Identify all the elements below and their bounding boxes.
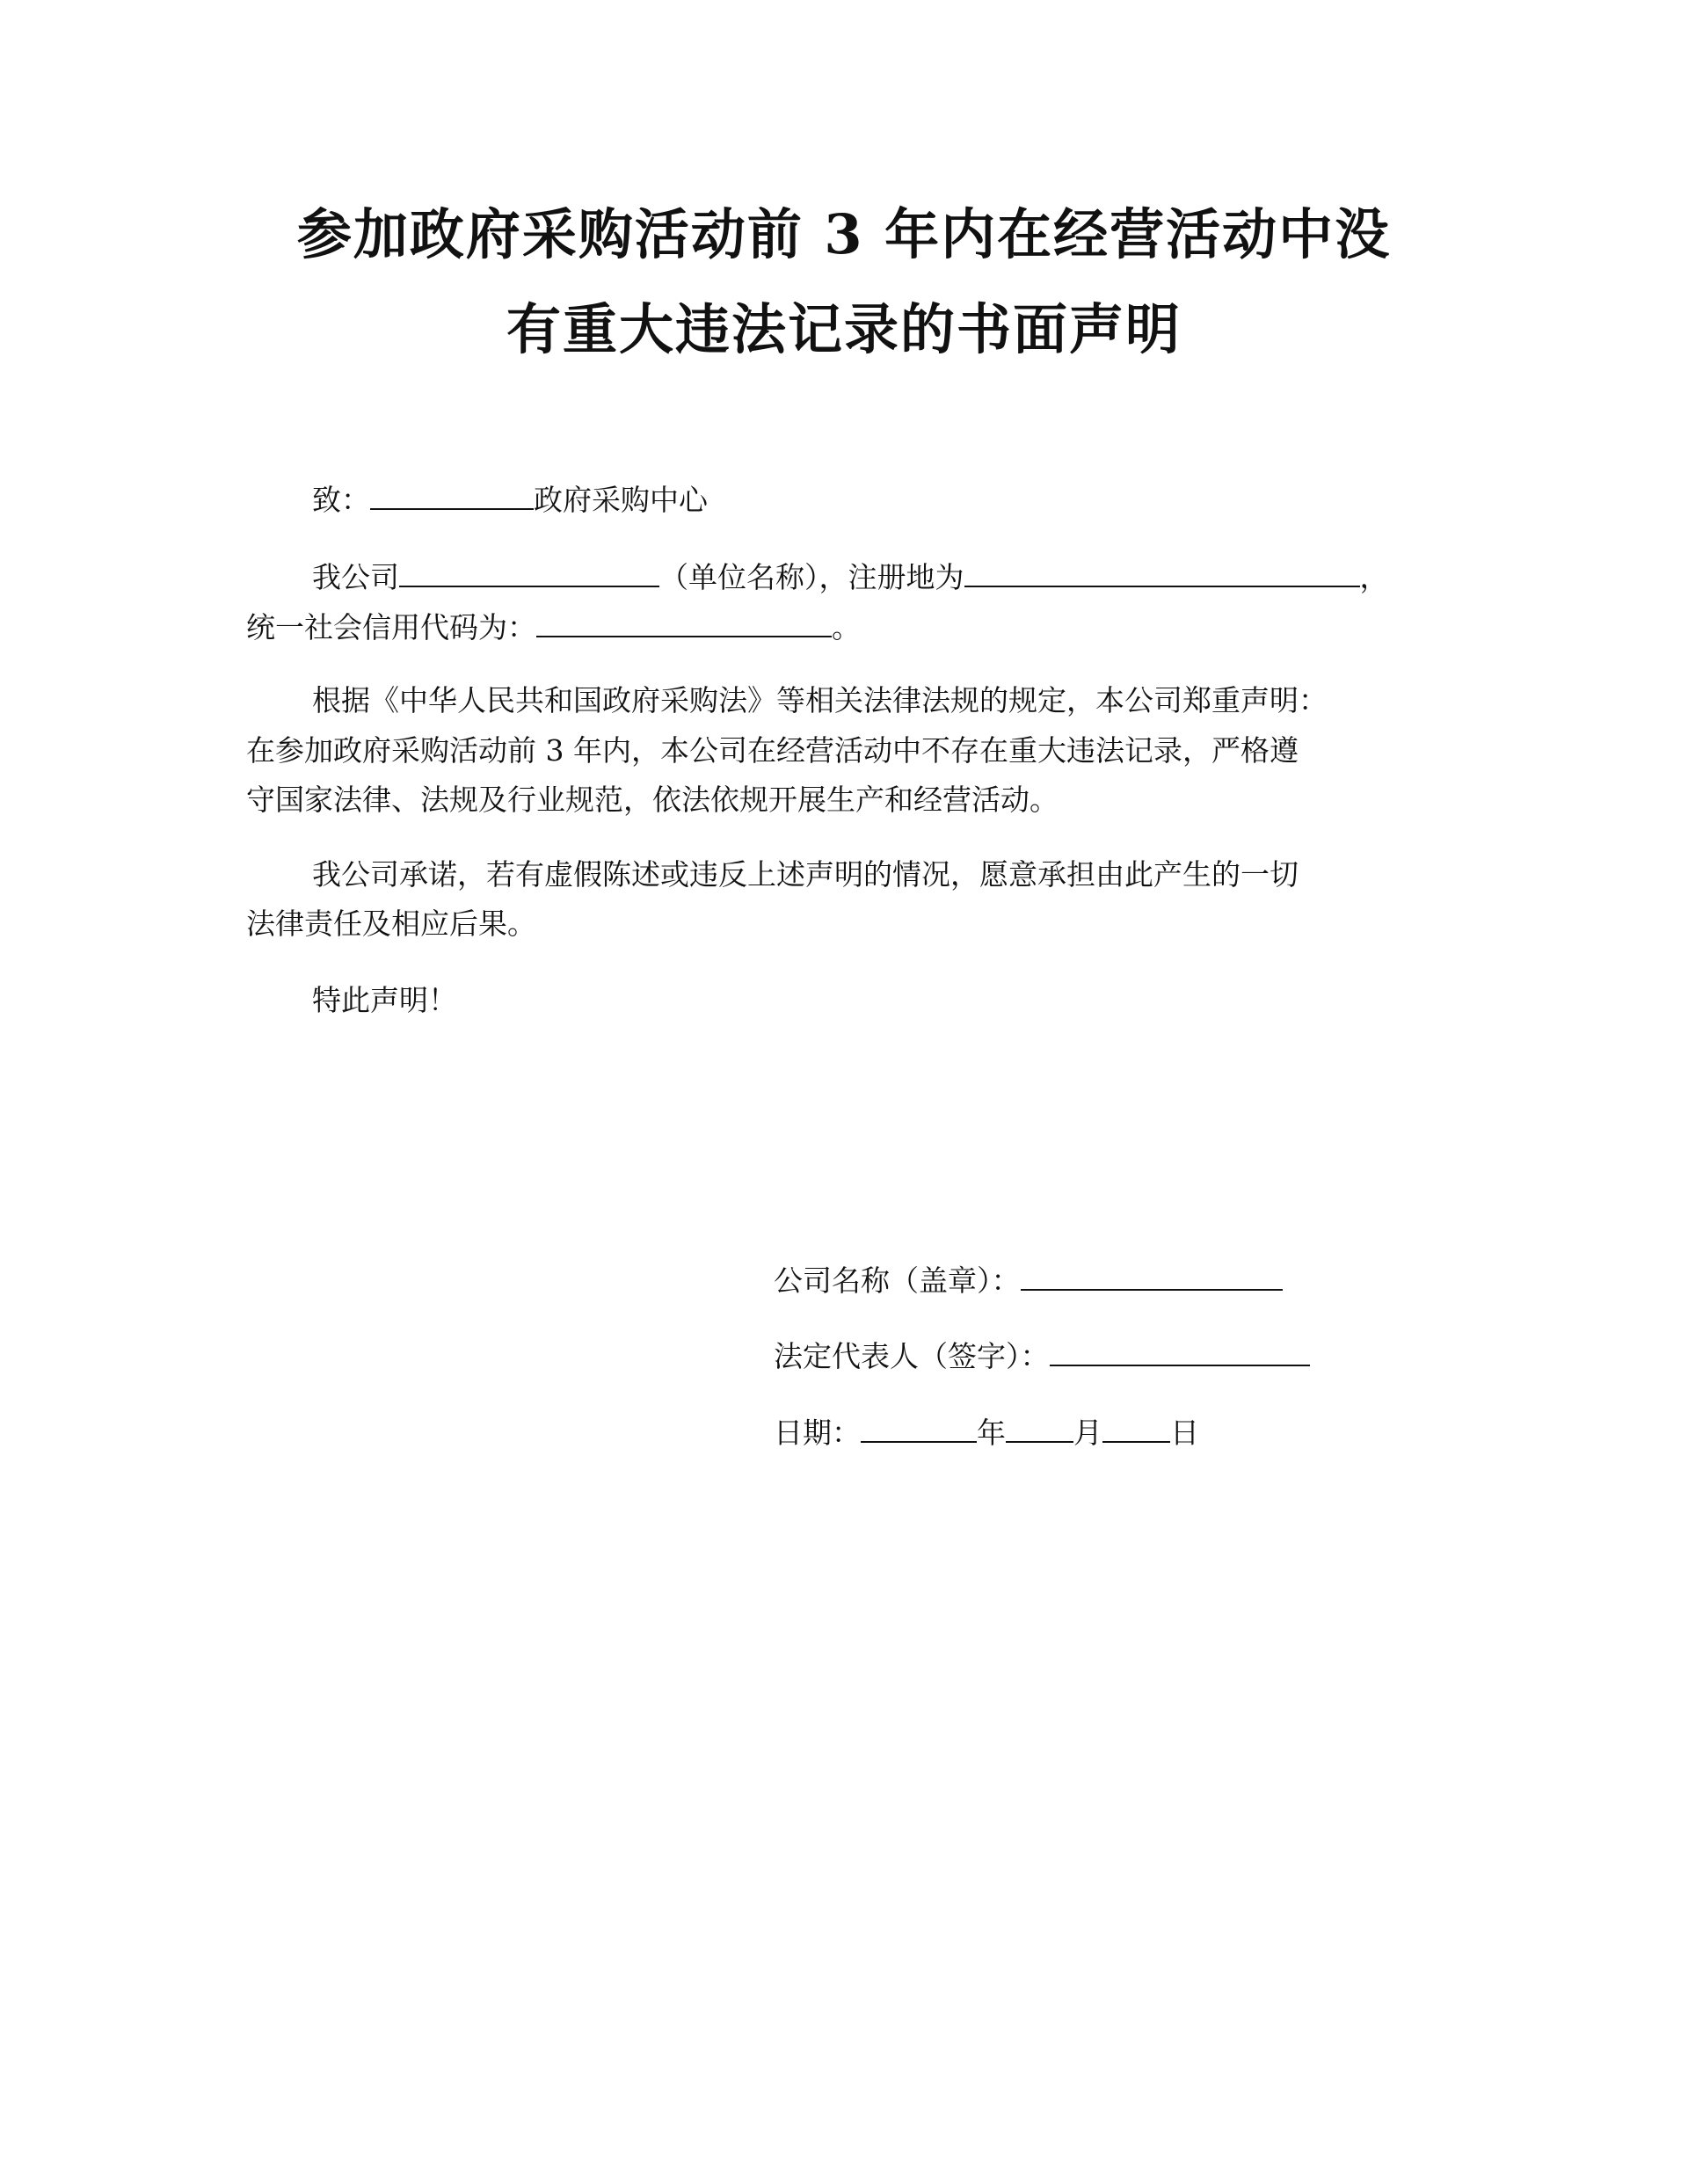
registered-address-blank[interactable] — [964, 559, 1360, 587]
document-title-line-2: 有重大违法记录的书面声明 — [506, 297, 1182, 361]
month-label: 月 — [1073, 1416, 1102, 1450]
trailing-comma: ， — [1359, 560, 1389, 594]
agency-name-blank[interactable] — [370, 482, 534, 510]
representative-signature-blank[interactable] — [1050, 1338, 1310, 1366]
credit-code-label: 统一社会信用代码为： — [246, 610, 536, 644]
date-label: 日期： — [774, 1416, 861, 1450]
document-title-line-1: 参加政府采购活动前 3 年内在经营活动中没 — [296, 202, 1392, 266]
company-intro-line-2 — [246, 609, 861, 642]
year-label: 年 — [977, 1416, 1006, 1450]
declaration-line-3: 守国家法律、法规及行业规范，依法依规开展生产和经营活动。 — [246, 783, 1059, 817]
representative-signature-line — [774, 1338, 1310, 1371]
date-line — [774, 1415, 1199, 1450]
company-seal-label: 公司名称（盖章）： — [774, 1263, 1021, 1298]
credit-code-blank[interactable] — [536, 609, 832, 637]
year-blank[interactable] — [861, 1415, 977, 1443]
day-blank[interactable] — [1102, 1415, 1170, 1443]
unit-name-note: （单位名称），注册地为 — [659, 560, 964, 594]
commitment-line-1: 我公司承诺，若有虚假陈述或违反上述声明的情况，愿意承担由此产生的一切 — [312, 857, 1299, 892]
company-seal-line — [774, 1263, 1283, 1298]
credit-code-end-mark: 。 — [832, 610, 861, 644]
company-name-blank[interactable] — [399, 559, 659, 587]
addressee-line — [312, 482, 708, 517]
declaration-line-2: 在参加政府采购活动前 3 年内，本公司在经营活动中不存在重大违法记录，严格遵 — [246, 733, 1299, 768]
representative-label: 法定代表人（签字）： — [774, 1339, 1050, 1373]
closing-statement: 特此声明！ — [312, 983, 457, 1017]
company-prefix: 我公司 — [312, 560, 399, 594]
declaration-line-1: 根据《中华人民共和国政府采购法》等相关法律法规的规定，本公司郑重声明： — [312, 683, 1328, 717]
addressee-prefix: 致： — [312, 483, 370, 517]
company-intro-line-1 — [312, 559, 1389, 592]
day-label: 日 — [1170, 1416, 1199, 1450]
commitment-line-2: 法律责任及相应后果。 — [246, 906, 536, 941]
month-blank[interactable] — [1006, 1415, 1073, 1443]
addressee-suffix: 政府采购中心 — [534, 483, 708, 517]
company-seal-blank[interactable] — [1021, 1263, 1283, 1291]
